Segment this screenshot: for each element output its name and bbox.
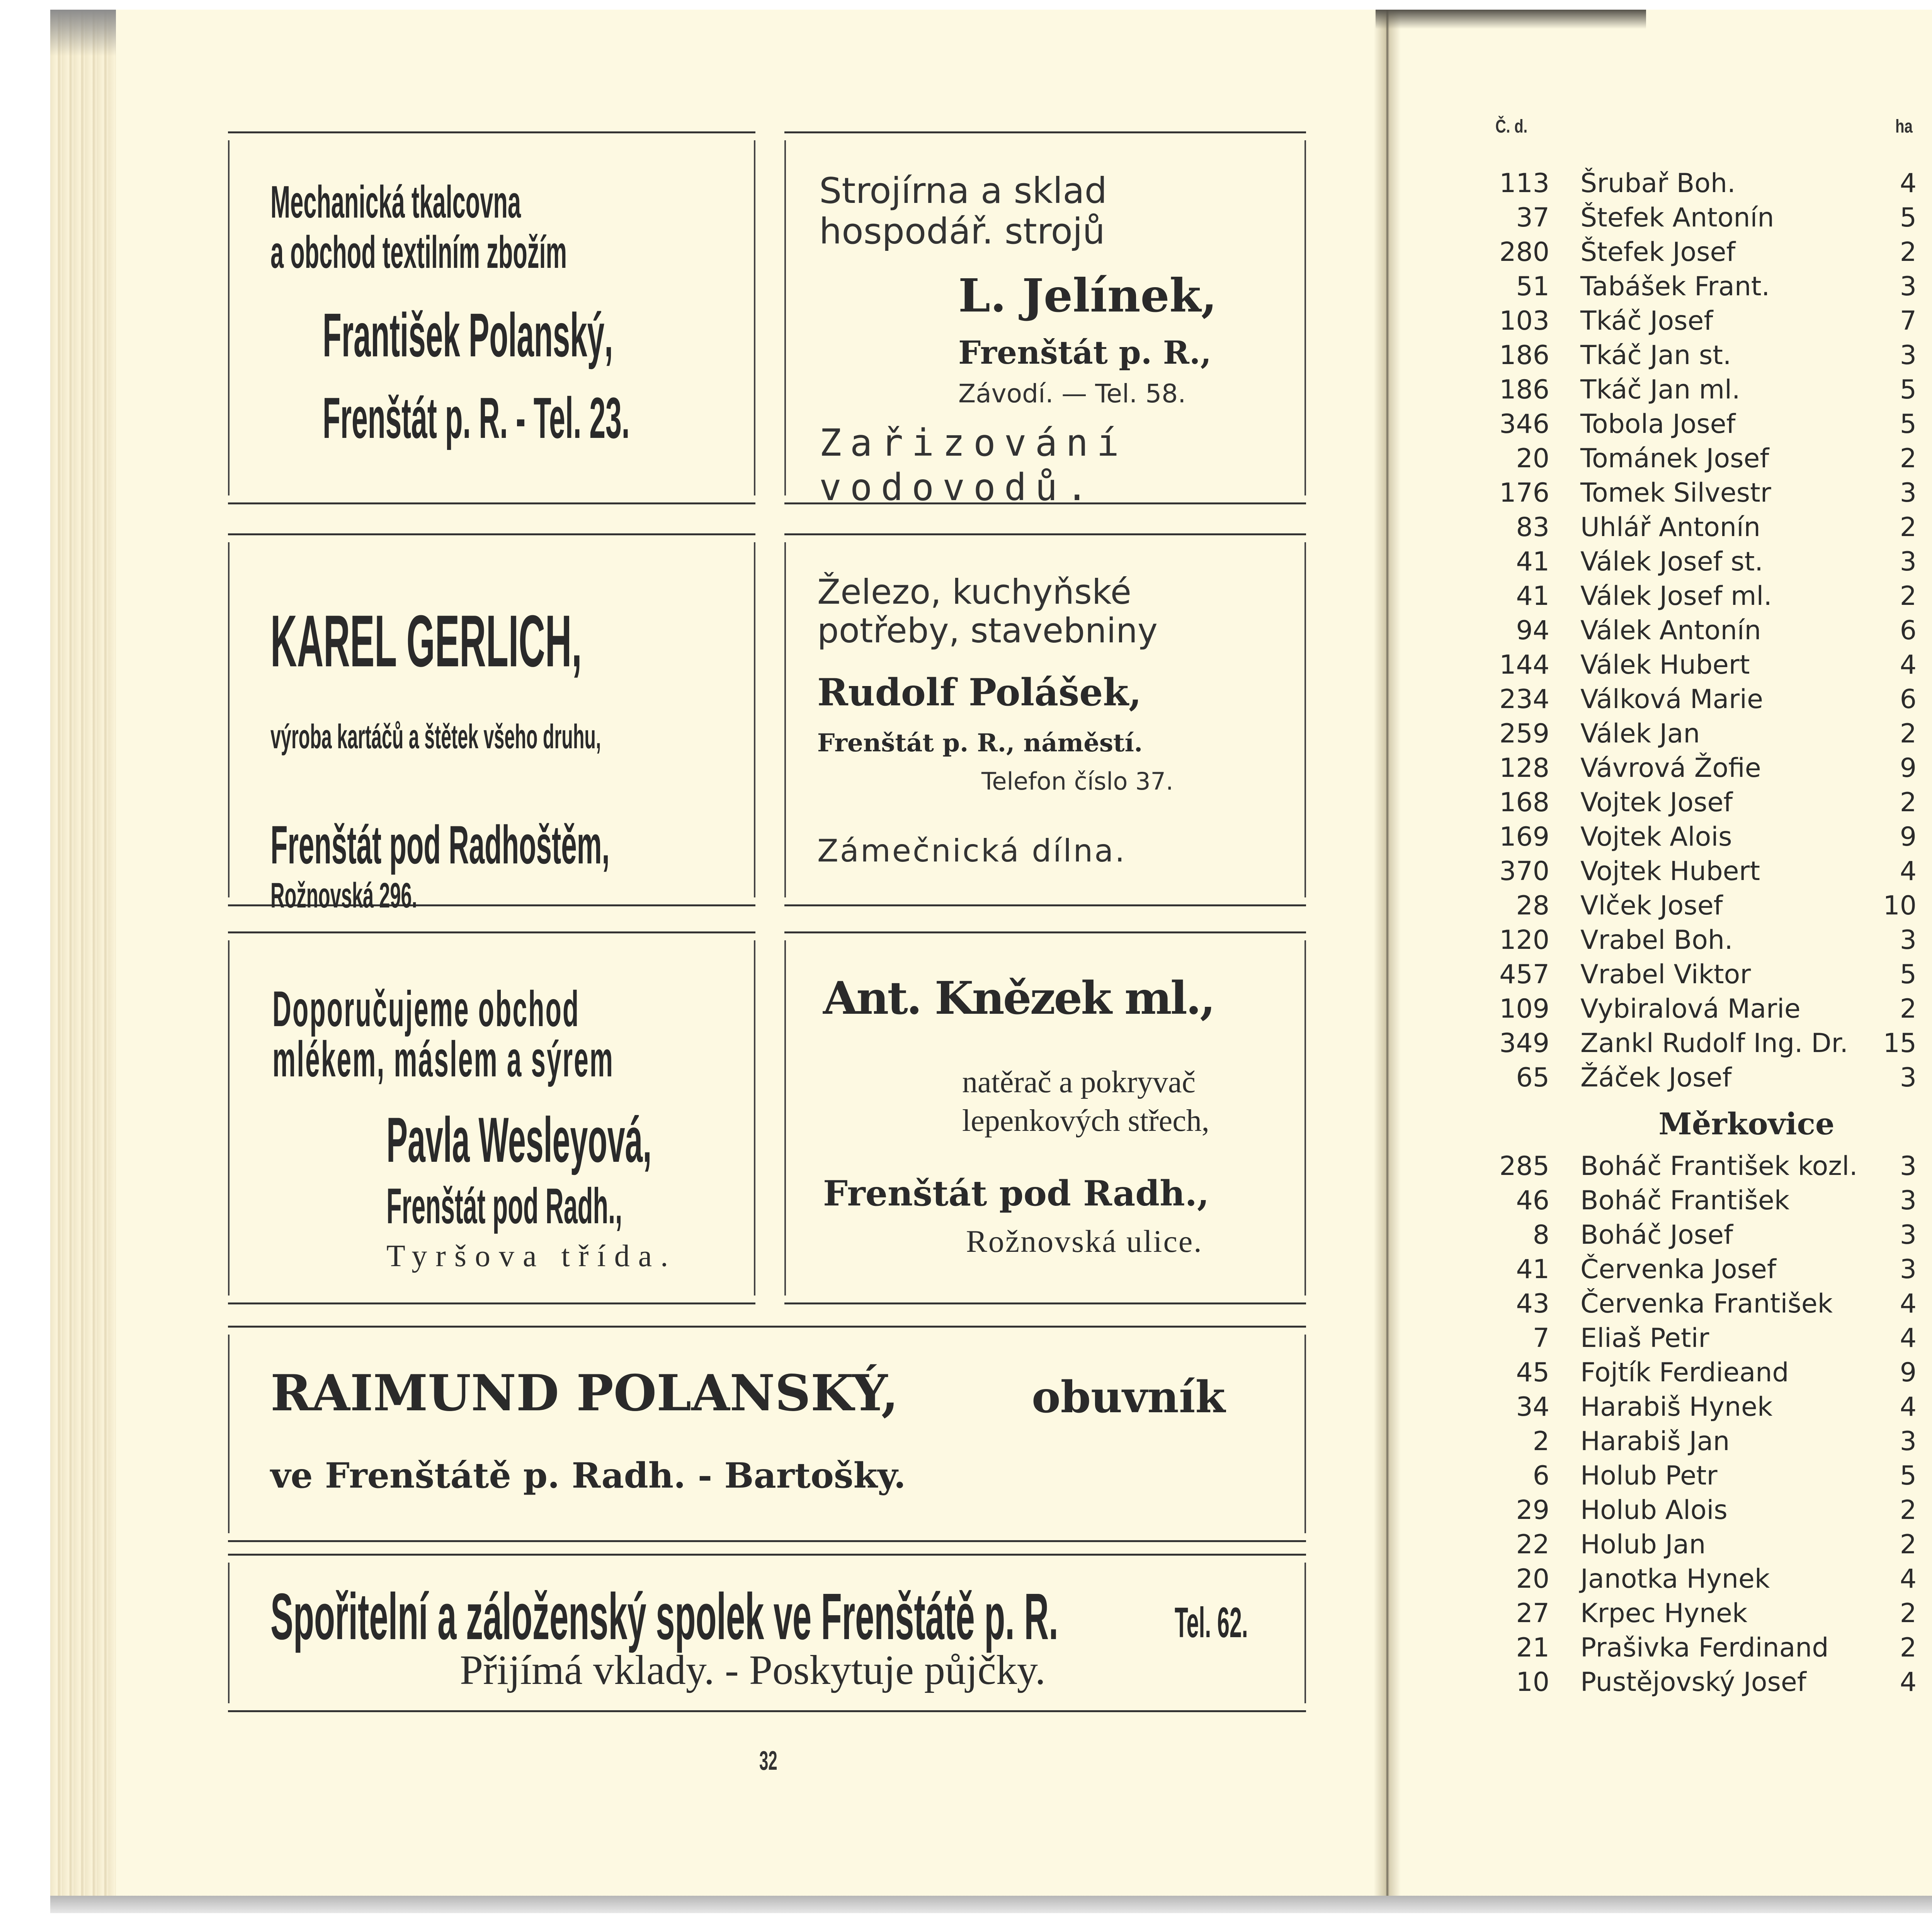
owner-name: Žáček Josef	[1580, 1062, 1732, 1093]
header-hectares: ha	[1895, 116, 1913, 137]
house-number: 43	[1516, 1289, 1549, 1319]
house-number: 22	[1516, 1529, 1549, 1560]
ad-name: František Polanský,	[323, 300, 613, 369]
house-number: 41	[1516, 546, 1549, 577]
hectares: 7	[1900, 306, 1917, 336]
spine-shadow	[1376, 10, 1646, 29]
register-row	[0, 1416, 1932, 1451]
house-number: 109	[1499, 994, 1549, 1024]
register-row	[0, 1588, 1932, 1622]
register-row	[0, 866, 1932, 900]
house-number: 37	[1516, 203, 1549, 233]
house-number: 8	[1532, 1220, 1549, 1250]
ad-line: Železo, kuchyňské	[817, 572, 1131, 612]
owner-name: Pustějovský Josef	[1580, 1667, 1806, 1697]
hectares: 2	[1900, 512, 1917, 543]
register-row	[0, 1003, 1932, 1038]
house-number: 169	[1499, 822, 1549, 852]
register-row	[0, 522, 1932, 556]
house-number: 28	[1516, 890, 1549, 921]
owner-name: Janotka Hynek	[1580, 1564, 1770, 1594]
hectares: 2	[1900, 718, 1917, 749]
house-number: 10	[1516, 1667, 1549, 1697]
hectares: 4	[1900, 1392, 1917, 1422]
house-number: 113	[1499, 168, 1549, 199]
house-number: 7	[1532, 1323, 1549, 1353]
owner-name: Krpec Hynek	[1580, 1598, 1748, 1629]
house-number: 45	[1516, 1357, 1549, 1388]
register-row	[0, 1141, 1932, 1175]
ad-name: KAREL GERLICH,	[270, 600, 582, 682]
hectares: 2	[1900, 237, 1917, 267]
hectares: 5	[1900, 959, 1917, 990]
register-row	[0, 1107, 1932, 1141]
ad-name: Pavla Wesleyová,	[386, 1104, 652, 1175]
ad-name: L. Jelínek,	[958, 269, 1217, 322]
register-row	[0, 212, 1932, 247]
ad-trade: lepenkových střech,	[962, 1104, 1209, 1138]
owner-name: Štefek Josef	[1580, 237, 1736, 267]
hectares: 2	[1900, 581, 1917, 611]
ad-address: Závodí. — Tel. 58.	[958, 379, 1186, 409]
ad-line: Mechanická tkalcovna	[270, 177, 521, 228]
house-number: 144	[1499, 650, 1549, 680]
house-number: 186	[1499, 340, 1549, 371]
owner-name: Červenka František	[1580, 1289, 1833, 1319]
hectares: 2	[1900, 1495, 1917, 1525]
register-row	[0, 625, 1932, 659]
house-number: 65	[1516, 1062, 1549, 1093]
house-number: 51	[1516, 271, 1549, 302]
house-number: 259	[1499, 718, 1549, 749]
owner-name: Fojtík Ferdieand	[1580, 1357, 1789, 1388]
hectares: 4	[1900, 168, 1917, 199]
owner-name: Válková Marie	[1580, 684, 1763, 715]
owner-name: Boháč František	[1580, 1185, 1790, 1216]
hectares: 3	[1900, 1151, 1917, 1182]
register-row	[0, 1657, 1932, 1691]
owner-name: Harabiš Hynek	[1580, 1392, 1773, 1422]
owner-name: Červenka Josef	[1580, 1254, 1776, 1285]
hectares: 4	[1900, 1289, 1917, 1319]
hectares: 3	[1900, 1185, 1917, 1216]
ad-line: potřeby, stavebniny	[817, 611, 1158, 650]
register-row	[0, 1485, 1932, 1519]
ad-name: Rudolf Polášek,	[817, 671, 1142, 714]
house-number: 168	[1499, 787, 1549, 818]
house-number: 370	[1499, 856, 1549, 887]
ad-line: Strojírna a sklad	[819, 170, 1107, 211]
owner-name: Boháč Josef	[1580, 1220, 1733, 1250]
owner-name: Vlček Josef	[1580, 890, 1723, 921]
hectares: 6	[1900, 615, 1917, 646]
house-number: 128	[1499, 753, 1549, 783]
ad-line: mlékem, máslem a sýrem	[272, 1031, 614, 1087]
hectares: 3	[1900, 1254, 1917, 1285]
owner-name: Tomek Silvestr	[1580, 478, 1771, 508]
hectares: 3	[1900, 1220, 1917, 1250]
owner-name: Vrabel Viktor	[1580, 959, 1751, 990]
hectares: 3	[1900, 546, 1917, 577]
house-number: 20	[1516, 1564, 1549, 1594]
register-row	[0, 969, 1932, 1003]
house-number: 285	[1499, 1151, 1549, 1182]
ad-trade: natěrač a pokryvač	[962, 1065, 1196, 1099]
hectares: 5	[1900, 409, 1917, 439]
register-row	[0, 556, 1932, 591]
ad-name: Ant. Knězek ml.,	[823, 972, 1214, 1025]
ad-service: vodovodů.	[819, 466, 1097, 509]
ad-town: Frenštát p. R.,	[958, 334, 1212, 371]
register-row	[0, 1279, 1932, 1313]
register-row	[0, 1451, 1932, 1485]
hectares: 2	[1900, 1598, 1917, 1629]
hectares: 10	[1883, 890, 1917, 921]
register-row	[0, 694, 1932, 728]
hectares: 2	[1900, 787, 1917, 818]
house-number: 234	[1499, 684, 1549, 715]
ad-name: RAIMUND POLANSKÝ,	[270, 1364, 899, 1422]
owner-name: Vojtek Josef	[1580, 787, 1733, 818]
register-row	[0, 281, 1932, 315]
hectares: 2	[1900, 994, 1917, 1024]
hectares: 9	[1900, 822, 1917, 852]
ad-service: Zařizování	[819, 421, 1128, 465]
owner-name: Válek Jan	[1580, 718, 1700, 749]
owner-name: Válek Josef st.	[1580, 546, 1763, 577]
house-number: 280	[1499, 237, 1549, 267]
owner-name: Vrabel Boh.	[1580, 925, 1733, 955]
ad-town: Frenštát pod Radh.,	[386, 1178, 622, 1234]
house-number: 176	[1499, 478, 1549, 508]
owner-name: Holub Alois	[1580, 1495, 1728, 1525]
hectares: 3	[1900, 1426, 1917, 1457]
owner-name: Holub Petr	[1580, 1461, 1718, 1491]
owner-name: Válek Hubert	[1580, 650, 1750, 680]
register-row	[0, 1244, 1932, 1279]
owner-name: Válek Josef ml.	[1580, 581, 1772, 611]
owner-name: Šrubař Boh.	[1580, 168, 1736, 199]
ad-workshop: Zámečnická dílna.	[817, 833, 1126, 869]
owner-name: Uhlář Antonín	[1580, 512, 1760, 543]
ad-line: Doporučujeme obchod	[272, 981, 580, 1037]
hectares: 5	[1900, 203, 1917, 233]
ad-address: Rožnovská 296.	[270, 876, 417, 915]
owner-name: Prašivka Ferdinand	[1580, 1633, 1829, 1663]
ad-phone: Tel. 62.	[1175, 1599, 1248, 1646]
register-row	[0, 831, 1932, 866]
register-row	[0, 1210, 1932, 1244]
owner-name: Tkáč Jan st.	[1580, 340, 1731, 371]
header-house-number: Č. d.	[1495, 116, 1528, 137]
ad-street: Tyršova třída.	[386, 1239, 677, 1273]
hectares: 3	[1900, 1062, 1917, 1093]
register-row	[0, 1382, 1932, 1416]
house-number: 20	[1516, 443, 1549, 474]
hectares: 3	[1900, 925, 1917, 955]
ad-line: hospodář. strojů	[819, 211, 1105, 252]
register-row	[0, 178, 1932, 212]
hectares: 9	[1900, 753, 1917, 783]
house-number: 186	[1499, 375, 1549, 405]
owner-name: Vojtek Hubert	[1580, 856, 1760, 887]
register-row	[0, 591, 1932, 625]
owner-name: Tkáč Josef	[1580, 306, 1713, 336]
register-row	[0, 1072, 1932, 1107]
ad-town: Frenštát pod Radh.,	[823, 1173, 1209, 1214]
ad-address: ve Frenštátě p. Radh. - Bartošky.	[270, 1455, 906, 1496]
register-row	[0, 1347, 1932, 1382]
page-edge-shadow	[50, 10, 116, 56]
owner-name: Eliaš Petir	[1580, 1323, 1709, 1353]
house-number: 349	[1499, 1028, 1549, 1059]
hectares: 5	[1900, 375, 1917, 405]
house-number: 346	[1499, 409, 1549, 439]
hectares: 3	[1900, 478, 1917, 508]
house-number: 120	[1499, 925, 1549, 955]
owner-name: Holub Jan	[1580, 1529, 1706, 1560]
hectares: 2	[1900, 1529, 1917, 1560]
owner-name: Vojtek Alois	[1580, 822, 1732, 852]
hectares: 2	[1900, 1633, 1917, 1663]
register-row	[0, 1313, 1932, 1347]
house-number: 41	[1516, 581, 1549, 611]
register-row	[0, 1519, 1932, 1554]
register-row	[0, 350, 1932, 384]
register-row	[0, 763, 1932, 797]
page-number-left: 32	[759, 1745, 777, 1776]
ad-street: Rožnovská ulice.	[966, 1224, 1203, 1259]
house-number: 94	[1516, 615, 1549, 646]
house-number: 457	[1499, 959, 1549, 990]
hectares: 2	[1900, 443, 1917, 474]
owner-name: Vybiralová Marie	[1580, 994, 1801, 1024]
ad-town: Frenštát p. R., náměstí.	[817, 729, 1143, 758]
owner-name: Zankl Rudolf Ing. Dr.	[1580, 1028, 1848, 1059]
ad-slogan: Přijímá vklady. - Poskytuje půjčky.	[460, 1647, 1046, 1693]
house-number: 29	[1516, 1495, 1549, 1525]
ad-line: a obchod textilním zbožím	[270, 227, 567, 278]
house-number: 46	[1516, 1185, 1549, 1216]
register-row	[0, 935, 1932, 969]
register-row	[0, 797, 1932, 831]
owner-name: Boháč František kozl.	[1580, 1151, 1858, 1182]
hectares: 4	[1900, 856, 1917, 887]
owner-name: Tobola Josef	[1580, 409, 1736, 439]
register-row	[0, 1038, 1932, 1072]
house-number: 2	[1532, 1426, 1549, 1457]
register-row	[0, 384, 1932, 419]
hectares: 4	[1900, 650, 1917, 680]
register-row	[0, 487, 1932, 522]
hectares: 5	[1900, 1461, 1917, 1491]
hectares: 4	[1900, 1564, 1917, 1594]
hectares: 3	[1900, 340, 1917, 371]
house-number: 6	[1532, 1461, 1549, 1491]
house-number: 34	[1516, 1392, 1549, 1422]
section-title: Měrkovice	[1658, 1107, 1835, 1142]
hectares: 3	[1900, 271, 1917, 302]
register-row	[0, 659, 1932, 694]
hectares: 4	[1900, 1323, 1917, 1353]
owner-name: Vávrová Žofie	[1580, 753, 1761, 783]
owner-name: Válek Antonín	[1580, 615, 1761, 646]
register-row	[0, 1554, 1932, 1588]
ad-address: Frenštát p. R. - Tel. 23.	[323, 385, 630, 450]
hectares: 6	[1900, 684, 1917, 715]
register-row	[0, 728, 1932, 763]
register-row	[0, 453, 1932, 487]
hectares: 4	[1900, 1667, 1917, 1697]
house-number: 21	[1516, 1633, 1549, 1663]
house-number: 83	[1516, 512, 1549, 543]
owner-name: Tabášek Frant.	[1580, 271, 1770, 302]
hectares: 9	[1900, 1357, 1917, 1388]
ad-trade: výroba kartáčů a štětek všeho druhu,	[270, 717, 601, 756]
owner-name: Harabiš Jan	[1580, 1426, 1730, 1457]
register-row	[0, 1175, 1932, 1210]
owner-name: Tkáč Jan ml.	[1580, 375, 1740, 405]
owner-name: Štefek Antonín	[1580, 203, 1774, 233]
register-row	[0, 900, 1932, 935]
register-row	[0, 315, 1932, 350]
register-row	[0, 1622, 1932, 1657]
owner-name: Tománek Josef	[1580, 443, 1769, 474]
house-number: 103	[1499, 306, 1549, 336]
house-number: 27	[1516, 1598, 1549, 1629]
register-row	[0, 247, 1932, 281]
house-number: 41	[1516, 1254, 1549, 1285]
ad-phone: Telefon číslo 37.	[981, 767, 1173, 795]
ad-name: Spořitelní a záloženský spolek ve Frenštátě p. R.	[270, 1580, 1058, 1653]
ad-town: Frenštát pod Radhoštěm,	[270, 814, 610, 875]
register-row	[0, 419, 1932, 453]
hectares: 15	[1883, 1028, 1917, 1059]
ad-trade: obuvník	[1032, 1372, 1226, 1423]
